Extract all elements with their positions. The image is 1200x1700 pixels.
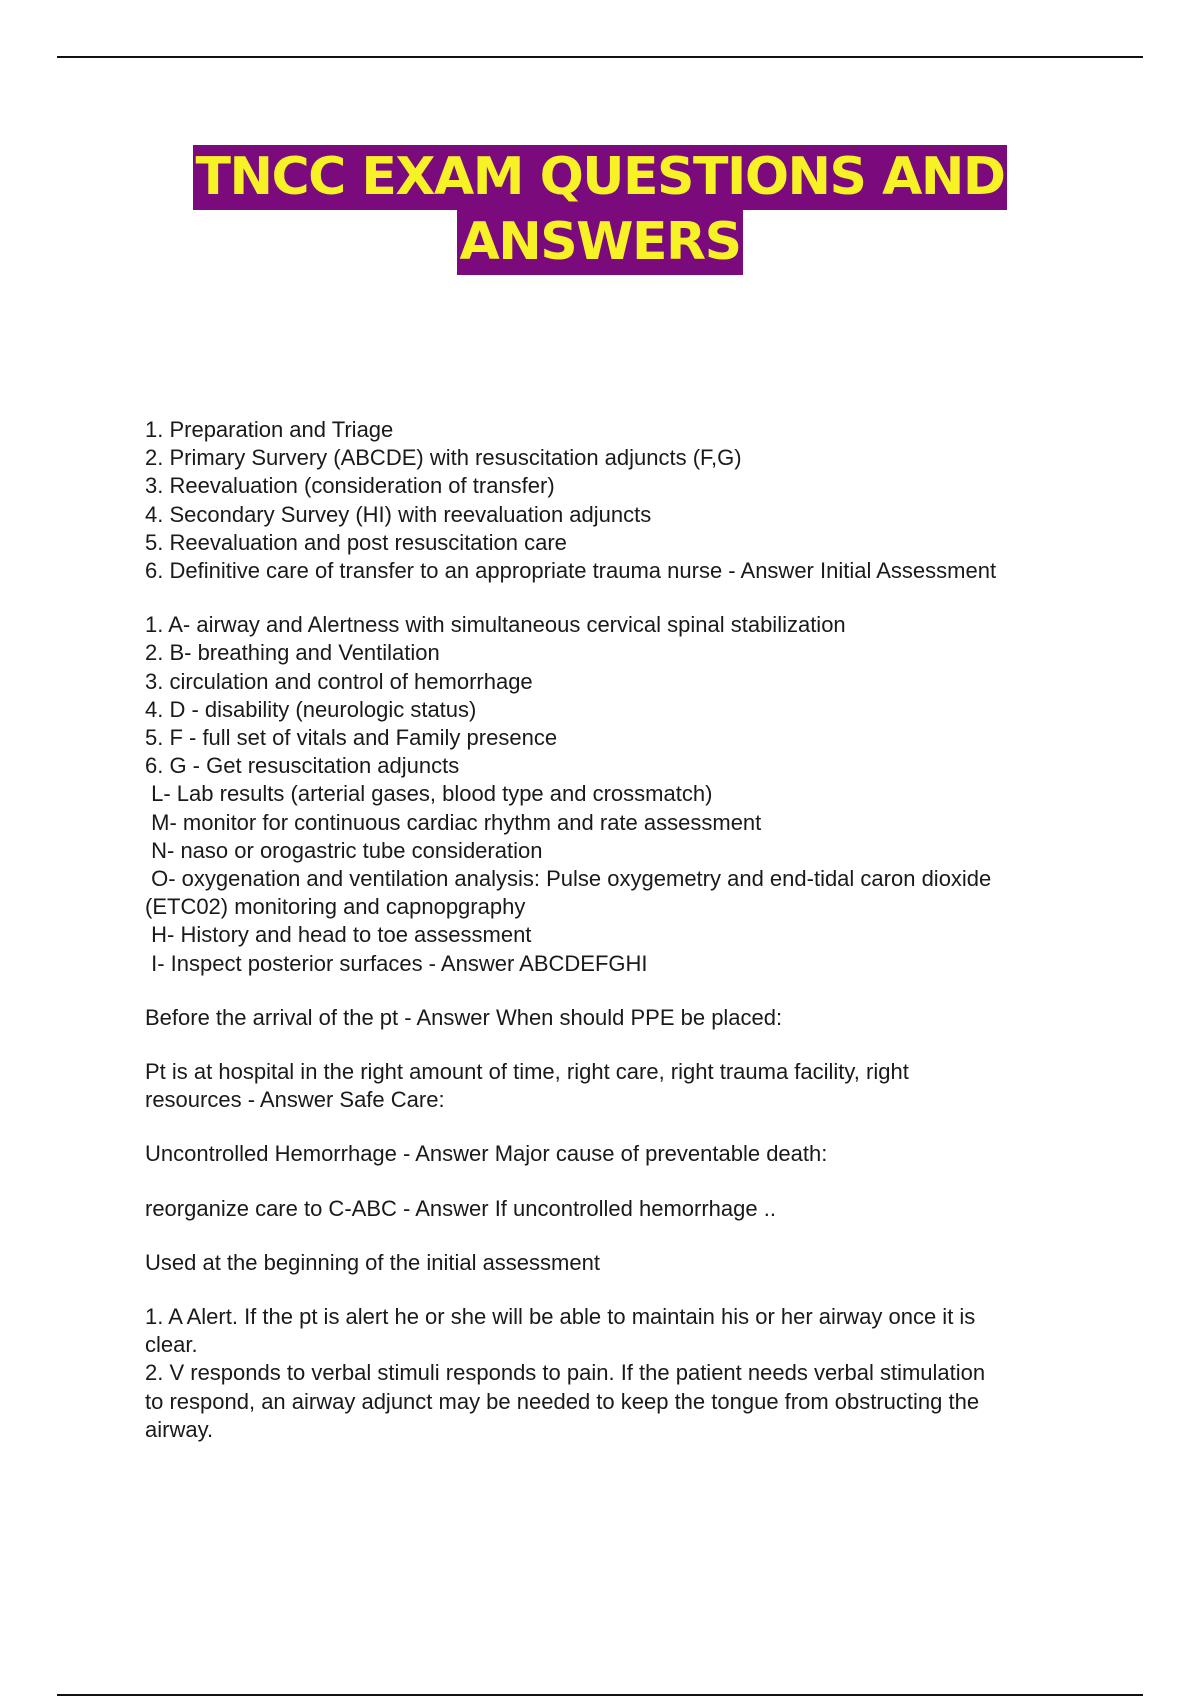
text-block xyxy=(145,1004,1095,1032)
text-block xyxy=(145,1058,1095,1114)
text-line: 1. Preparation and Triage xyxy=(145,417,394,442)
text-line: 1. A- airway and Alertness with simultaneous cervical spinal stabilization xyxy=(145,612,846,638)
document-body xyxy=(145,416,1095,1470)
text-line: H- History and head to toe assessment xyxy=(145,922,532,948)
text-line: I- Inspect posterior surfaces - Answer ABCDEFGHI xyxy=(145,950,648,976)
text-line: M- monitor for continuous cardiac rhythm and rate assessment xyxy=(145,809,762,835)
text-line: 1. A Alert. If the pt is alert he or she will be able to maintain his or her airway once it is xyxy=(145,1304,976,1330)
text-line: Uncontrolled Hemorrhage - Answer Major cause of preventable death: xyxy=(145,1141,828,1167)
text-line: 3. Reevaluation (consideration of transfer) xyxy=(145,473,555,499)
text-line: (ETC02) monitoring and capnopgraphy xyxy=(145,894,526,920)
text-line: 4. Secondary Survey (HI) with reevaluation adjuncts xyxy=(145,501,652,527)
text-block xyxy=(145,1303,1095,1444)
text-line: 6. Definitive care of transfer to an appropriate trauma nurse - Answer Initial Assessment xyxy=(145,558,997,584)
document-title xyxy=(0,145,1200,275)
title-line-1: TNCC EXAM QUESTIONS AND xyxy=(193,145,1006,210)
text-line: 2. V responds to verbal stimuli responds to pain. If the patient needs verbal stimulation xyxy=(145,1360,986,1386)
text-line: clear. xyxy=(145,1332,198,1358)
text-line: to respond, an airway adjunct may be needed to keep the tongue from obstructing the xyxy=(145,1388,980,1414)
text-line: 6. G - Get resuscitation adjuncts xyxy=(145,753,460,779)
text-line: N- naso or orogastric tube consideration xyxy=(145,837,543,863)
text-line: airway. xyxy=(145,1416,214,1442)
text-line: 2. Primary Survery (ABCDE) with resuscitation adjuncts (F,G) xyxy=(145,445,742,471)
top-rule xyxy=(57,56,1143,58)
text-line: reorganize care to C-ABC - Answer If uncontrolled hemorrhage .. xyxy=(145,1195,776,1221)
text-line: 2. B- breathing and Ventilation xyxy=(145,640,440,666)
text-line: O- oxygenation and ventilation analysis: Pulse oxygemetry and end-tidal caron dioxide xyxy=(145,866,992,892)
title-line-2: ANSWERS xyxy=(457,210,742,275)
text-line: 5. F - full set of vitals and Family presence xyxy=(145,725,558,751)
text-block xyxy=(145,416,1095,585)
text-line: L- Lab results (arterial gases, blood type and crossmatch) xyxy=(145,781,713,807)
text-line: 5. Reevaluation and post resuscitation care xyxy=(145,529,567,555)
bottom-rule xyxy=(57,1694,1143,1696)
text-block xyxy=(145,611,1095,978)
text-line: Used at the beginning of the initial assessment xyxy=(145,1249,600,1275)
text-line: resources - Answer Safe Care: xyxy=(145,1087,445,1113)
text-line: 4. D - disability (neurologic status) xyxy=(145,696,477,722)
text-block xyxy=(145,1195,1095,1223)
text-line: Before the arrival of the pt - Answer When should PPE be placed: xyxy=(145,1004,783,1030)
text-line: 3. circulation and control of hemorrhage xyxy=(145,668,533,694)
text-line: Pt is at hospital in the right amount of time, right care, right trauma facility, right xyxy=(145,1059,909,1085)
text-block xyxy=(145,1249,1095,1277)
text-block xyxy=(145,1140,1095,1168)
